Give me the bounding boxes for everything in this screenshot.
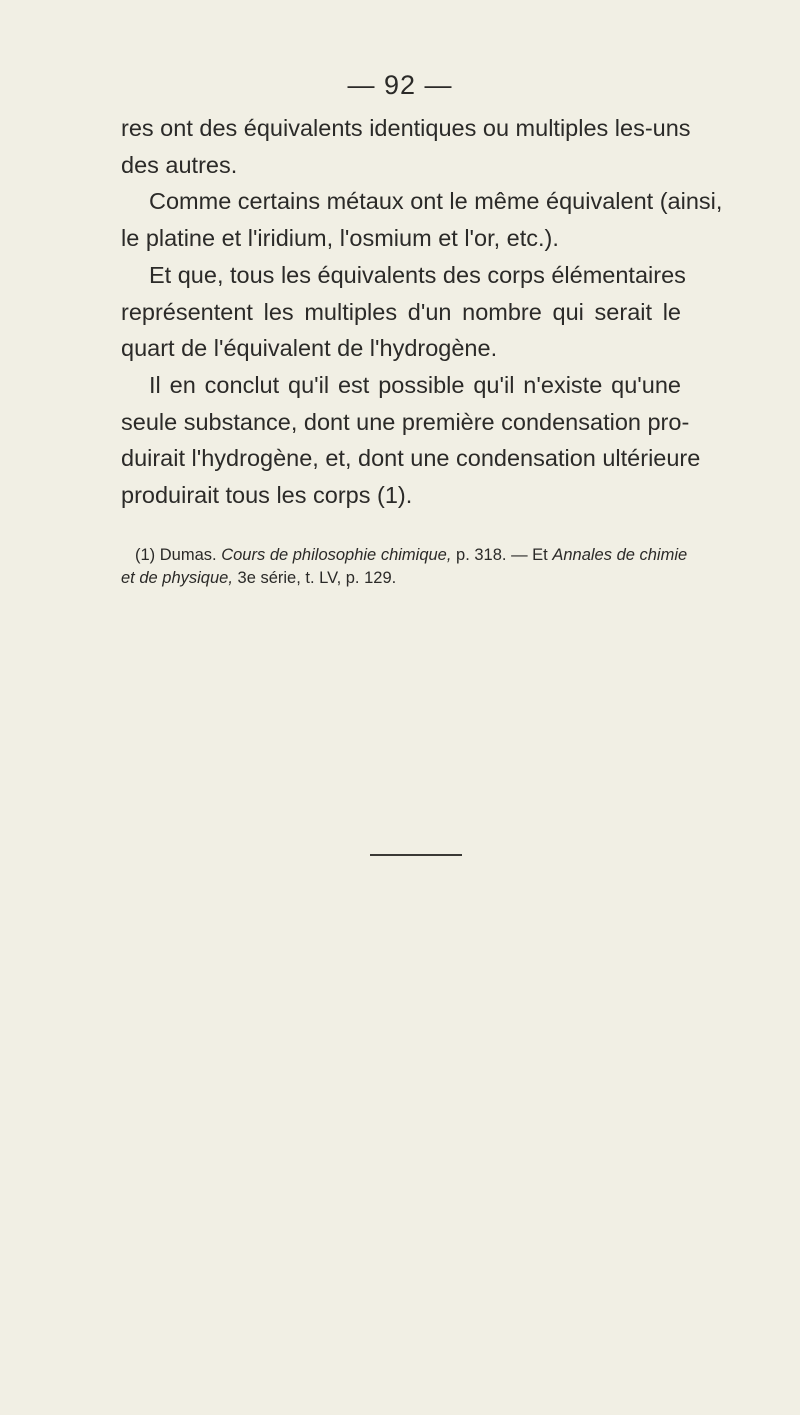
text-line: duirait l'hydrogène, et, dont une condensation ultérieure bbox=[121, 445, 701, 472]
text-line: Comme certains métaux ont le même équivalent (ainsi, bbox=[149, 188, 723, 215]
text-line: res ont des équivalents identiques ou multiples les-uns bbox=[121, 115, 691, 141]
text-line: quart de l'équivalent de l'hydrogène. bbox=[121, 335, 498, 362]
text-line: seule substance, dont une première condensation pro- bbox=[121, 408, 690, 435]
footnote-journal-cont: et de physique, bbox=[121, 569, 233, 587]
footnote-work-title: Cours de philosophie chimique, bbox=[221, 546, 452, 564]
page-number: — 92 — bbox=[347, 70, 453, 100]
footnote-journal: Annales de chimie bbox=[552, 546, 688, 564]
text-line: des autres. bbox=[121, 151, 238, 178]
footnote bbox=[121, 544, 688, 590]
footnote-marker: (1) bbox=[135, 546, 156, 564]
text-line: représentent les multiples d'un nombre qui serait le bbox=[121, 298, 681, 325]
footnote-page-ref: p. 318. — bbox=[456, 546, 528, 564]
divider-rule bbox=[370, 854, 462, 856]
footnote-author: Dumas. bbox=[159, 546, 217, 564]
text-line: Il en conclut qu'il est possible qu'il n'existe qu'une bbox=[149, 371, 681, 398]
text-line: produirait tous les corps (1). bbox=[121, 482, 413, 509]
footnote-conjunction: Et bbox=[532, 546, 548, 564]
footnote-line bbox=[121, 567, 681, 590]
footnote-line bbox=[121, 544, 688, 567]
text-line: le platine et l'iridium, l'osmium et l'or, etc.). bbox=[121, 225, 559, 252]
footnote-series-ref: 3e série, t. LV, p. 129. bbox=[237, 569, 397, 587]
text-line: Et que, tous les équivalents des corps élémentaires bbox=[149, 261, 686, 288]
main-text bbox=[121, 110, 723, 514]
